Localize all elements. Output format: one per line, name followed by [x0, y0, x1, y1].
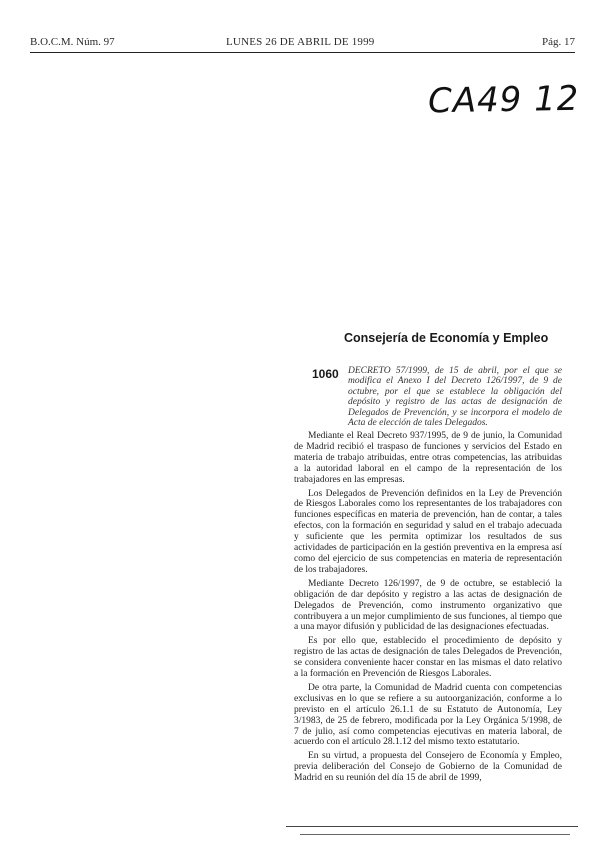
footer-divider	[286, 826, 578, 827]
footer-divider-secondary	[300, 834, 570, 835]
paragraph-4: Es por ello que, establecido el procedimiento de depósito y registro de las actas de designación de tales Delegados de Prevención, se considera conveniente hacer constar en las mismas el dato relativo a la formación en Prevención de Riesgos Laborales.	[294, 636, 562, 680]
handwritten-annotation: CA49 12	[427, 78, 580, 122]
page-header	[30, 36, 575, 52]
paragraph-3: Mediante Decreto 126/1997, de 9 de octubre, se estableció la obligación de dar depósito y registro a las actas de designación de Delegados de Prevención, como instrumento organizativo que contribuyera a un mejor cumplimiento de sus funciones, al tiempo que a una mayor difusión y publicidad de las designaciones efectuadas.	[294, 578, 562, 633]
page-number: Pág. 17	[542, 36, 575, 48]
bulletin-number: B.O.C.M. Núm. 97	[30, 36, 115, 48]
header-divider	[30, 52, 575, 53]
decree-body	[294, 431, 562, 787]
paragraph-1: Mediante el Real Decreto 937/1995, de 9 de junio, la Comunidad de Madrid recibió el traspaso de funciones y servicios del Estado en materia de trabajo atribuidas, entre otras competencias, las atribuidas a la autoridad laboral en el campo de la representación de los trabajadores en las empresas.	[294, 431, 562, 485]
publication-date: LUNES 26 DE ABRIL DE 1999	[226, 36, 375, 48]
decree-number: 1060	[312, 367, 339, 381]
paragraph-2: Los Delegados de Prevención definidos en la Ley de Prevención de Riesgos Laborales como los representantes de los trabajadores con funciones específicas en materia de prevención, han de contar, a tales efectos, con la formación en seguridad y salud en el trabajo adecuada y suficiente que les permita optimizar los resultados de sus actividades de participación en la gestión preventiva en la empresa así como del ejercicio de sus competencias en materia de representación de los trabajadores.	[294, 488, 562, 575]
paragraph-6: En su virtud, a propuesta del Consejero de Economía y Empleo, previa deliberación del Consejo de Gobierno de la Comunidad de Madrid en su reunión del día 15 de abril de 1999,	[294, 751, 562, 784]
decree-summary: DECRETO 57/1999, de 15 de abril, por el que se modifica el Anexo I del Decreto 126/1997, de 9 de octubre, por el que se establece la obligación del depósito y registro de las actas de designación de Delegados de Prevención, y se incorpora el modelo de Acta de elección de tales Delegados.	[348, 366, 562, 429]
section-title: Consejería de Economía y Empleo	[344, 331, 549, 345]
paragraph-5: De otra parte, la Comunidad de Madrid cuenta con competencias exclusivas en lo que se refiere a su autoorganización, conforme a lo previsto en el artículo 26.1.1 de su Estatuto de Autonomía, Ley 3/1983, de 25 de febrero, modificada por la Ley Orgánica 5/1998, de 7 de julio, así como competencias ejecutivas en materia laboral, de acuerdo con el artículo 28.1.12 del mismo texto estatutario.	[294, 682, 562, 748]
